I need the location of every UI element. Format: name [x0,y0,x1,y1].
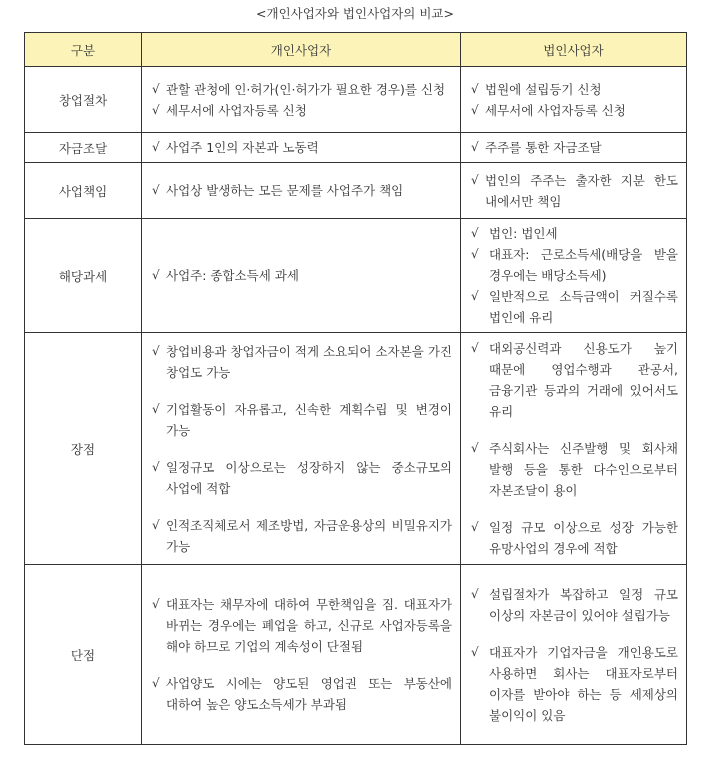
check-mark-icon: √ [152,676,160,690]
check-mark-icon: √ [471,289,479,303]
bullet-text: 사업주: 종합소득세 과세 [166,268,299,283]
check-mark-icon: √ [471,172,479,187]
table-caption: <개인사업자와 법인사업자의 비교> [256,6,454,21]
bullet-text: 세무서에 사업자등록 신청 [166,102,307,118]
bullet-item [471,642,678,726]
check-mark-icon: √ [152,183,160,197]
comparison-table [24,32,687,745]
row-category: 자금조달 [25,133,142,163]
row-category: 단점 [25,565,142,745]
check-mark-icon: √ [152,102,160,117]
check-mark-icon: √ [471,140,479,154]
table-row [25,333,687,565]
bullet-item [471,438,678,501]
bullet-text: 주주를 통한 자금조달 [485,140,602,155]
bullet-item [471,584,678,626]
bullet-text: 일반적으로 소득금액이 커질수록 법인에 유리 [489,289,678,325]
bullet-text: 인적조직체로서 제조방법, 자금운용상의 비밀유지가 가능 [166,517,452,554]
bullet-item [471,100,678,121]
bullet-item [152,79,452,100]
corporate-cell [461,163,687,219]
bullet-item [152,399,452,441]
bullet-item [471,517,678,559]
header-corporate: 법인사업자 [461,33,687,67]
check-mark-icon: √ [152,517,160,532]
table-row [25,67,687,133]
bullet-text: 대외공신력과 신용도가 높기 때문에 영업수행과 관공서, 금융기관 등과의 거래에 있어서도 유리 [489,341,678,419]
row-category: 해당과세 [25,219,142,333]
bullet-item [471,137,678,158]
check-mark-icon: √ [152,268,160,282]
table-row [25,163,687,219]
bullet-item [152,341,452,383]
bullet-item [152,673,452,715]
bullet-item [152,180,452,201]
bullet-text: 관할 관청에 인·허가(인·허가가 필요한 경우)를 신청 [166,81,446,97]
bullet-text: 대표자: 근로소득세(배당을 받을 경우에는 배당소득세) [489,247,678,283]
bullet-text: 법인의 주주는 출자한 지분 한도 내에서만 책임 [485,172,678,209]
bullet-text: 대표자는 채무자에 대하여 무한책임을 짐. 대표자가 바뀌는 경우에는 폐업을 하고, 신규로 사업자등록을 해야 하므로 기업의 계속성이 단절됨 [166,597,452,654]
header-row [25,33,687,67]
row-category: 사업책임 [25,163,142,219]
bullet-text: 창업비용과 창업자금이 적게 소요되어 소자본을 가진 창업도 가능 [166,343,452,380]
bullet-item [471,79,678,100]
bullet-text: 법인: 법인세 [489,226,558,241]
individual-cell [142,133,461,163]
check-mark-icon: √ [152,459,160,474]
row-category: 창업절차 [25,67,142,133]
bullet-item [471,338,678,422]
bullet-item [152,100,452,121]
bullet-text: 설립절차가 복잡하고 일정 규모 이상의 자본금이 있어야 설립가능 [489,586,678,623]
corporate-cell [461,333,687,565]
corporate-cell [461,67,687,133]
bullet-text: 세무서에 사업자등록 신청 [485,102,626,118]
check-mark-icon: √ [471,341,479,355]
bullet-text: 법원에 설립등기 신청 [485,81,602,97]
check-mark-icon: √ [471,586,479,601]
table-row [25,133,687,163]
bullet-item [471,244,678,286]
header-individual: 개인사업자 [142,33,461,67]
check-mark-icon: √ [152,140,160,154]
bullet-item [152,457,452,499]
check-mark-icon: √ [152,597,160,611]
bullet-text: 사업상 발생하는 모든 문제를 사업주가 책임 [166,183,404,198]
check-mark-icon: √ [471,226,479,240]
table-row [25,219,687,333]
individual-cell [142,219,461,333]
check-mark-icon: √ [152,81,160,96]
header-category: 구분 [25,33,142,67]
bullet-text: 일정규모 이상으로는 성장하지 않는 중소규모의 사업에 적합 [166,459,452,496]
bullet-item [152,594,452,657]
bullet-item [152,515,452,557]
bullet-item [471,286,678,328]
corporate-cell [461,565,687,745]
bullet-text: 주식회사는 신주발행 및 회사채 발행 등을 통한 다수인으로부터 자본조달이 용이 [489,441,678,498]
check-mark-icon: √ [152,401,160,416]
check-mark-icon: √ [471,102,479,117]
check-mark-icon: √ [471,520,479,534]
bullet-text: 사업주 1인의 자본과 노동력 [166,140,319,155]
individual-cell [142,565,461,745]
bullet-text: 기업활동이 자유롭고, 신속한 계획수립 및 변경이 가능 [166,401,452,438]
bullet-item [471,223,678,244]
check-mark-icon: √ [152,343,160,358]
bullet-item [152,265,452,286]
bullet-text: 대표자가 기업자금을 개인용도로 사용하면 회사는 대표자로부터 이자를 받아야 하는 등 세제상의 불이익이 있음 [489,644,678,723]
corporate-cell [461,219,687,333]
check-mark-icon: √ [471,247,479,261]
corporate-cell [461,133,687,163]
individual-cell [142,163,461,219]
bullet-item [152,137,452,158]
individual-cell [142,67,461,133]
bullet-text: 사업양도 시에는 양도된 영업권 또는 부동산에 대하여 높은 양도소득세가 부과됨 [166,676,452,712]
check-mark-icon: √ [471,441,479,455]
row-category: 장점 [25,333,142,565]
bullet-text: 일정 규모 이상으로 성장 가능한 유망사업의 경우에 적합 [489,520,678,556]
check-mark-icon: √ [471,81,479,96]
check-mark-icon: √ [471,644,479,659]
individual-cell [142,333,461,565]
bullet-item [471,170,678,212]
table-row [25,565,687,745]
